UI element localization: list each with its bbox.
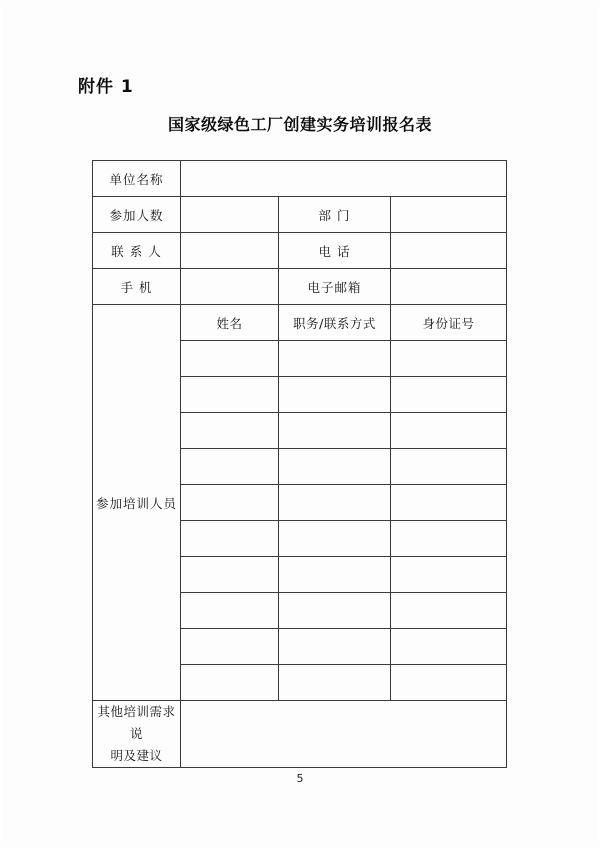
phone-label: 电 话 [279,233,391,269]
mobile-label: 手 机 [93,269,181,305]
trainee-position-cell[interactable] [279,413,391,449]
remark-label [93,701,181,768]
page-number: 5 [296,772,304,785]
table-row-contact [93,233,507,269]
registration-table [92,160,507,768]
trainee-name-cell[interactable] [181,521,279,557]
trainee-header-position-contact: 职务/联系方式 [279,305,391,341]
trainee-position-cell[interactable] [279,377,391,413]
table-row-mobile [93,269,507,305]
department-value[interactable] [391,197,507,233]
trainee-position-cell[interactable] [279,593,391,629]
email-value[interactable] [391,269,507,305]
trainee-id-cell[interactable] [391,557,507,593]
table-row-unit-name [93,161,507,197]
trainees-label: 参加培训人员 [93,305,181,701]
mobile-value[interactable] [181,269,279,305]
trainee-name-cell[interactable] [181,557,279,593]
trainee-id-cell[interactable] [391,665,507,701]
trainee-name-cell[interactable] [181,593,279,629]
trainee-id-cell[interactable] [391,449,507,485]
department-label: 部 门 [279,197,391,233]
phone-value[interactable] [391,233,507,269]
trainee-header-name: 姓名 [181,305,279,341]
trainee-header-id-number: 身份证号 [391,305,507,341]
remark-value[interactable] [181,701,507,768]
trainee-position-cell[interactable] [279,557,391,593]
registration-form [92,160,506,768]
trainee-id-cell[interactable] [391,485,507,521]
trainee-position-cell[interactable] [279,341,391,377]
trainee-id-cell[interactable] [391,593,507,629]
unit-name-value[interactable] [181,161,507,197]
trainee-id-cell[interactable] [391,377,507,413]
trainee-position-cell[interactable] [279,521,391,557]
contact-label: 联 系 人 [93,233,181,269]
page-title: 国家级绿色工厂创建实务培训报名表 [167,115,432,134]
attachment-label: 附件 1 [78,77,134,97]
trainee-id-cell[interactable] [391,629,507,665]
trainee-name-cell[interactable] [181,341,279,377]
trainee-name-cell[interactable] [181,629,279,665]
table-row-participant-count [93,197,507,233]
contact-value[interactable] [181,233,279,269]
trainee-name-cell[interactable] [181,377,279,413]
participant-count-value[interactable] [181,197,279,233]
unit-name-label: 单位名称 [93,161,181,197]
remark-label-line1: 其他培训需求说 [97,704,176,741]
trainee-name-cell[interactable] [181,665,279,701]
trainee-position-cell[interactable] [279,629,391,665]
participant-count-label: 参加人数 [93,197,181,233]
table-row-trainee-header [93,305,507,341]
trainee-position-cell[interactable] [279,449,391,485]
trainee-name-cell[interactable] [181,449,279,485]
trainee-position-cell[interactable] [279,485,391,521]
table-row-remark [93,701,507,768]
trainee-id-cell[interactable] [391,521,507,557]
trainee-id-cell[interactable] [391,341,507,377]
email-label: 电子邮箱 [279,269,391,305]
trainee-name-cell[interactable] [181,413,279,449]
trainee-id-cell[interactable] [391,413,507,449]
trainee-name-cell[interactable] [181,485,279,521]
remark-label-line2: 明及建议 [110,748,163,763]
trainee-position-cell[interactable] [279,665,391,701]
